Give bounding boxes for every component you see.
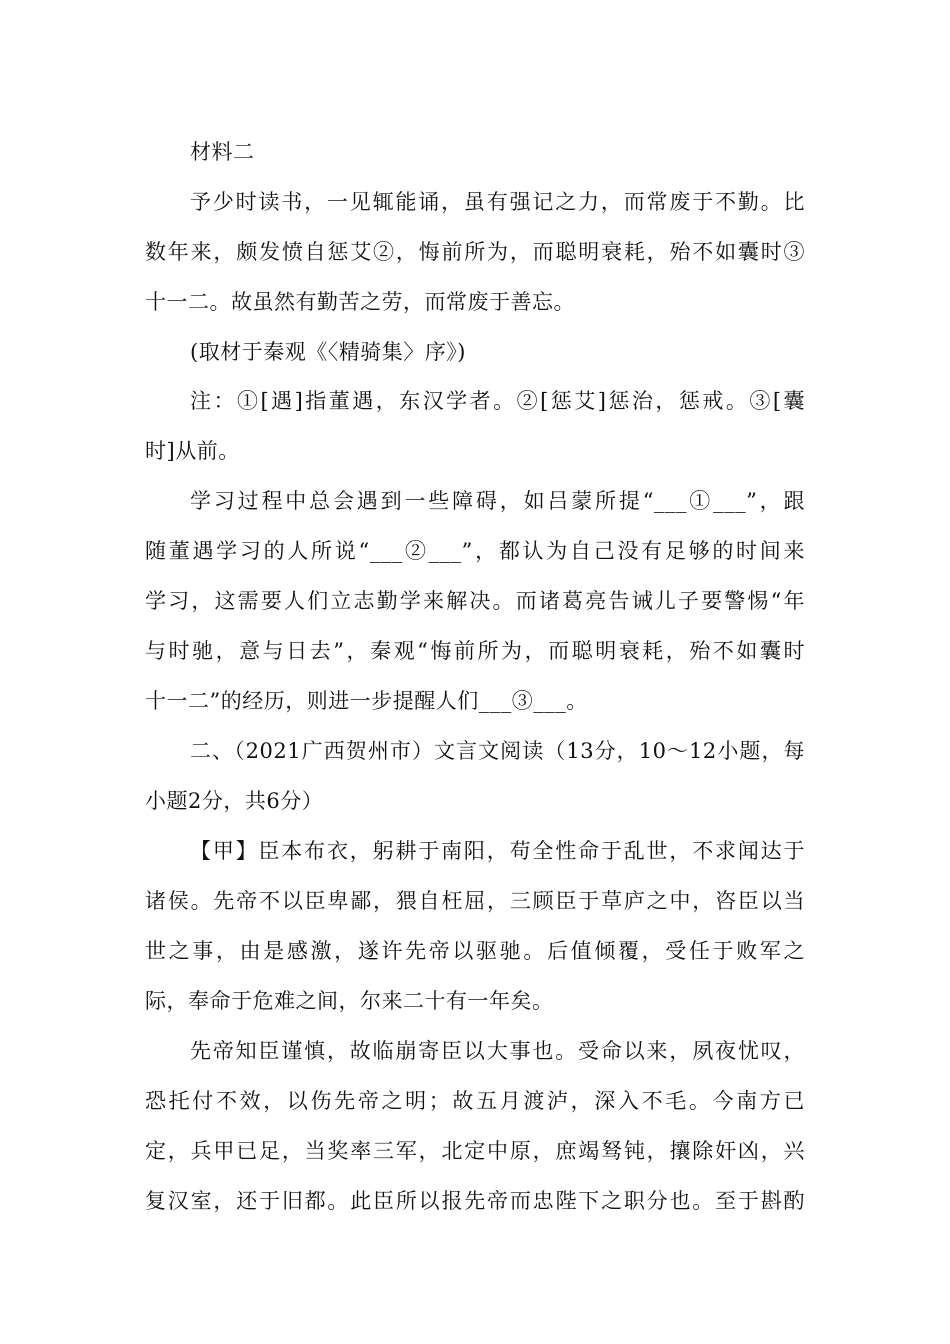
question-line: 学习过程中总会遇到一些障碍，如吕蒙所提“___①___”，跟 [190,489,805,513]
text-line: 数年来，颇发愤自惩艾②，悔前所为，而聪明衰耗，殆不如囊时③ [145,240,805,264]
passage-line: 际，奉命于危难之间，尔来二十有一年矣。 [145,989,554,1013]
source-citation: (取材于秦观《〈精骑集〉序》) [190,340,466,364]
question-line: 与时驰，意与日去”，秦观“悔前所为，而聪明衰耗，殆不如囊时 [145,639,805,663]
question-line: 十一二”的经历，则进一步提醒人们___③___。 [145,689,588,713]
section-heading: 小题2分，共6分） [145,789,324,813]
passage-line: 诸侯。先帝不以臣卑鄙，猥自枉屈，三顾臣于草庐之中，咨臣以当 [145,889,805,913]
question-line: 随董遇学习的人所说“___②___”，都认为自己没有足够的时间来 [145,539,805,563]
material-two-heading: 材料二 [190,140,255,164]
passage-line: 先帝知臣谨慎，故临崩寄臣以大事也。受命以来，夙夜忧叹， [190,1039,805,1063]
passage-line: 恐托付不效，以伤先帝之明；故五月渡泸，深入不毛。今南方已 [145,1089,805,1113]
passage-line: 复汉室，还于旧都。此臣所以报先帝而忠陛下之职分也。至于斟酌 [145,1189,805,1213]
note-line: 时]从前。 [145,439,240,463]
passage-line: 世之事，由是感激，遂许先帝以驱驰。后值倾覆，受任于败军之 [145,939,805,963]
question-line: 学习，这需要人们立志勤学来解决。而诸葛亮告诫儿子要警惕“年 [145,589,805,613]
text-line: 予少时读书，一见辄能诵，虽有强记之力，而常废于不勤。比 [190,190,805,214]
note-line: 注：①[遇]指董遇，东汉学者。②[惩艾]惩治，惩戒。③[囊 [190,389,805,413]
passage-line: 【甲】臣本布衣，躬耕于南阳，苟全性命于乱世，不求闻达于 [190,839,805,863]
text-line: 十一二。故虽然有勤苦之劳，而常废于善忘。 [145,290,575,314]
passage-line: 定，兵甲已足，当奖率三军，北定中原，庶竭驽钝，攘除奸凶，兴 [145,1139,805,1163]
section-heading: 二、（2021广西贺州市）文言文阅读（13分，10～12小题，每 [190,739,805,763]
